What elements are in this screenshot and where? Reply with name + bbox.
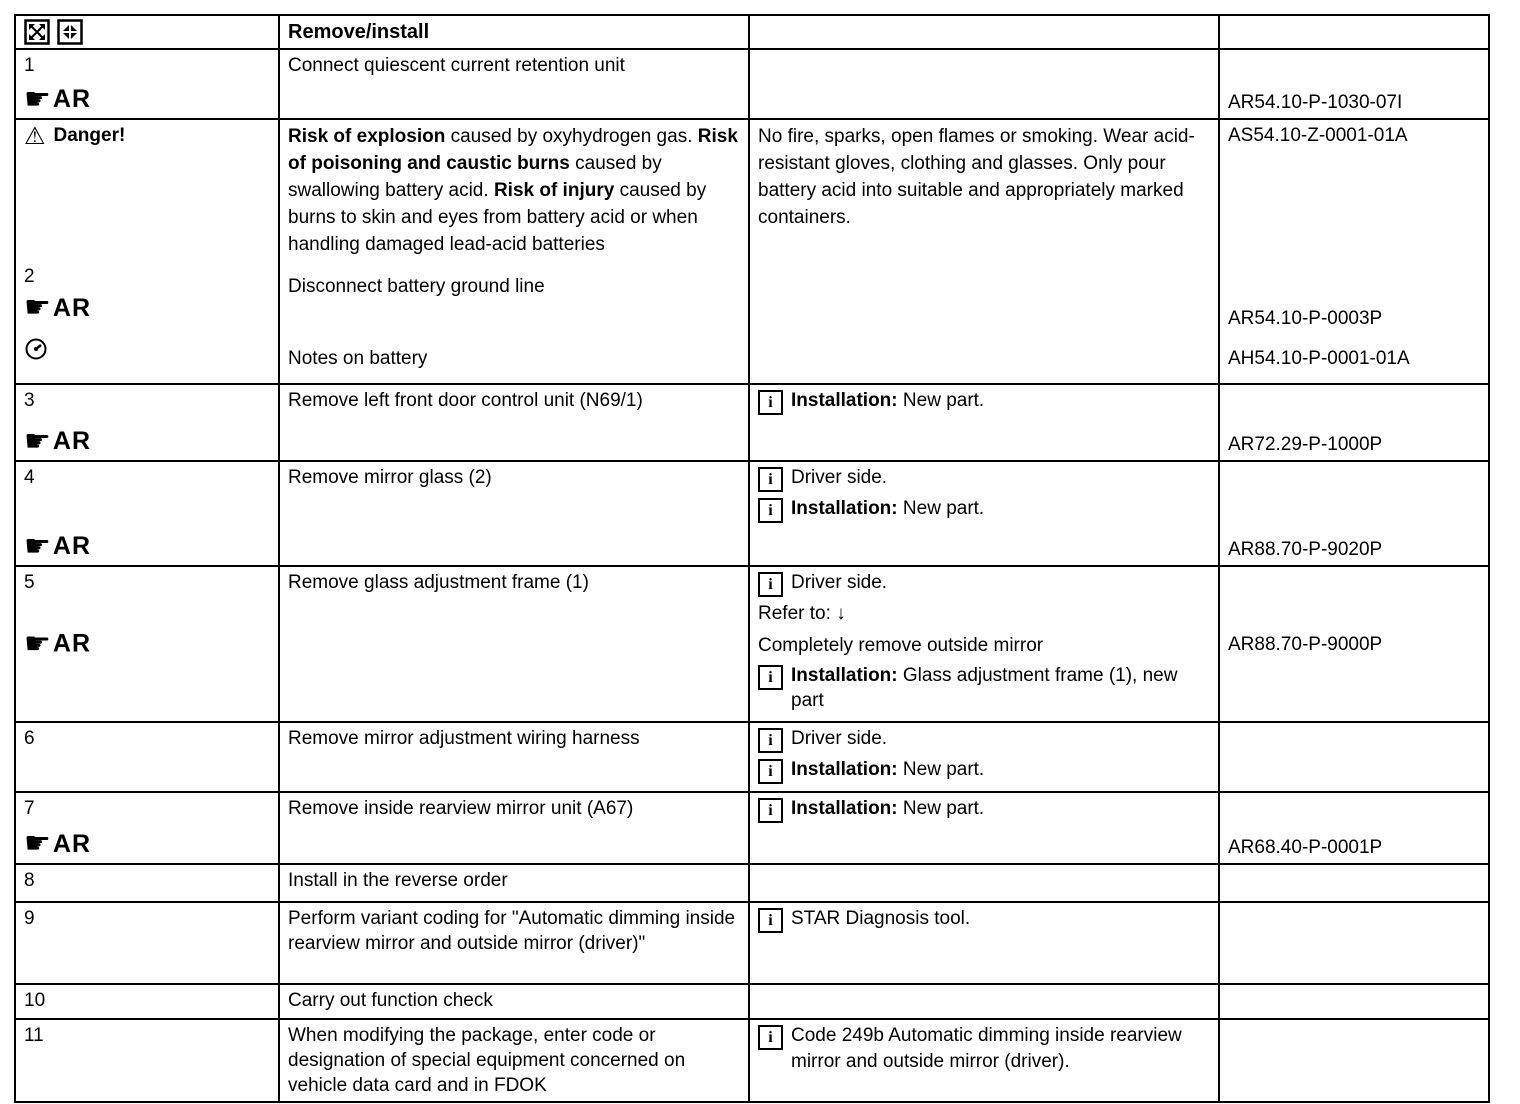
doc-reference: AS54.10-Z-0001-01A	[1228, 125, 1408, 147]
note-line: i STAR Diagnosis tool.	[758, 906, 1210, 933]
step-cell	[15, 461, 279, 566]
ar-label: AR	[52, 293, 92, 322]
note-line: i Driver side.	[758, 465, 1210, 492]
action-text: Perform variant coding for "Automatic dimming inside rearview mirror and outside mirror (driver)"	[288, 907, 736, 955]
doc-reference: AR68.40-P-0001P	[1228, 836, 1383, 858]
pointing-hand-icon: ☛	[24, 423, 51, 459]
note-line: i Installation: New part.	[758, 796, 1210, 823]
expand-table-icon[interactable]	[24, 19, 50, 45]
notes-cell	[749, 722, 1219, 792]
info-icon: i	[758, 467, 783, 492]
empty-cell	[1219, 722, 1489, 792]
header-icons-cell	[15, 15, 279, 49]
table-row	[15, 864, 1489, 902]
step-number: 3	[24, 390, 35, 412]
step-number: 11	[24, 1024, 44, 1046]
step-number: 8	[24, 869, 35, 891]
note-line: i Installation: New part.	[758, 757, 1210, 784]
info-icon: i	[758, 572, 783, 597]
action-text: Install in the reverse order	[288, 869, 508, 891]
note-line: i Installation: Glass adjustment frame (1), new part	[758, 663, 1210, 714]
procedure-table	[14, 14, 1490, 1103]
work-note-icon	[24, 337, 270, 368]
note-action-text: Notes on battery	[288, 348, 428, 370]
pointing-hand-icon: ☛	[24, 290, 51, 326]
action-text: Disconnect battery ground line	[288, 276, 545, 298]
action-text: Remove left front door control unit (N69/1)	[288, 390, 643, 412]
empty-cell	[1219, 15, 1489, 49]
note-line: i Driver side.	[758, 570, 1210, 597]
notes-cell	[749, 792, 1219, 864]
table-row	[15, 722, 1489, 792]
step-cell	[15, 566, 279, 722]
pointing-hand-icon: ☛	[24, 81, 51, 117]
table-row	[15, 902, 1489, 984]
table-row	[15, 566, 1489, 722]
action-text: Remove inside rearview mirror unit (A67)	[288, 797, 634, 819]
pointing-hand-icon: ☛	[24, 826, 51, 862]
precaution-text: No fire, sparks, open flames or smoking. Wear acid-resistant gloves, clothing and glasses. Only pour battery acid into suitable and appropriately marked containers.	[758, 126, 1195, 229]
ar-label: AR	[52, 829, 92, 858]
action-text: Carry out function check	[288, 989, 493, 1011]
step-cell	[15, 1019, 279, 1102]
pointing-hand-icon: ☛	[24, 528, 51, 564]
empty-cell	[1219, 902, 1489, 984]
ar-document-link[interactable]	[24, 425, 91, 458]
step-number: 9	[24, 907, 35, 929]
doc-reference: AH54.10-P-0001-01A	[1228, 347, 1410, 369]
step-cell	[15, 792, 279, 864]
step-number: 7	[24, 797, 35, 819]
danger-action-cell	[279, 119, 749, 384]
info-icon: i	[758, 390, 783, 415]
action-text: Remove mirror adjustment wiring harness	[288, 727, 640, 749]
action-text: Remove mirror glass (2)	[288, 467, 492, 489]
cross-reference-link[interactable]: Completely remove outside mirror	[758, 635, 1044, 657]
step-number: 2	[24, 266, 35, 288]
table-row	[15, 49, 1489, 119]
table-row	[15, 984, 1489, 1019]
step-cell	[15, 722, 279, 792]
step-number: 6	[24, 727, 35, 749]
precaution-cell	[749, 119, 1219, 384]
notes-cell	[749, 566, 1219, 722]
doc-reference: AR54.10-P-0003P	[1228, 308, 1383, 330]
table-row	[15, 461, 1489, 566]
doc-reference: AR72.29-P-1000P	[1228, 434, 1383, 456]
ar-label: AR	[52, 427, 92, 456]
doc-reference: AR88.70-P-9000P	[1228, 633, 1383, 655]
empty-cell	[749, 984, 1219, 1019]
refer-to-line: Refer to: ↓	[758, 603, 846, 625]
danger-step-cell	[15, 119, 279, 384]
action-text: When modifying the package, enter code or designation of special equipment concerned on vehicle data card and in FDOK	[288, 1024, 686, 1097]
note-line: i Code 249b Automatic dimming inside rearview mirror and outside mirror (driver).	[758, 1023, 1210, 1074]
notes-cell	[749, 461, 1219, 566]
step-cell	[15, 902, 279, 984]
table-row	[15, 1019, 1489, 1102]
info-icon: i	[758, 908, 783, 933]
warning-triangle-icon: ⚠	[24, 121, 46, 150]
danger-label: ⚠ Danger!	[24, 121, 126, 150]
ar-document-link[interactable]	[24, 292, 91, 325]
table-row	[15, 792, 1489, 864]
empty-cell	[1219, 864, 1489, 902]
info-icon: i	[758, 798, 783, 823]
doc-reference: AR88.70-P-9020P	[1228, 539, 1383, 561]
note-line: i Installation: New part.	[758, 388, 1210, 415]
info-icon: i	[758, 665, 783, 690]
empty-cell	[749, 864, 1219, 902]
empty-cell	[749, 15, 1219, 49]
empty-cell	[749, 49, 1219, 119]
step-cell	[15, 984, 279, 1019]
note-line: i Installation: New part.	[758, 496, 1210, 523]
step-cell	[15, 384, 279, 461]
column-title: Remove/install	[288, 21, 430, 43]
info-icon: i	[758, 1025, 783, 1050]
danger-and-step2-row	[15, 119, 1489, 384]
ar-label: AR	[52, 532, 92, 561]
step-number: 1	[24, 55, 35, 77]
ar-document-link[interactable]	[24, 628, 91, 661]
info-icon: i	[758, 498, 783, 523]
doc-reference: AR54.10-P-1030-07I	[1228, 92, 1403, 114]
notes-cell	[749, 902, 1219, 984]
collapse-table-icon[interactable]	[57, 19, 83, 45]
pointing-hand-icon: ☛	[24, 626, 51, 662]
action-text: Remove glass adjustment frame (1)	[288, 572, 589, 594]
risk-statement: Risk of explosion caused by oxyhydrogen gas. Risk of poisoning and caustic burns caused by swallowing battery acid. Risk of injury caused by burns to skin and eyes from battery acid or when handling damaged lead-acid batteries	[288, 126, 738, 256]
step-number: 5	[24, 572, 35, 594]
step-number: 10	[24, 989, 46, 1011]
ar-document-link[interactable]	[24, 83, 91, 116]
doc-cell	[1219, 119, 1489, 384]
ar-document-link[interactable]	[24, 530, 91, 563]
step-cell	[15, 49, 279, 119]
ar-document-link[interactable]	[24, 828, 91, 861]
info-icon: i	[758, 728, 783, 753]
note-line: i Driver side.	[758, 726, 1210, 753]
step-number: 4	[24, 467, 35, 489]
ar-label: AR	[52, 629, 92, 658]
notes-cell	[749, 1019, 1219, 1102]
ar-label: AR	[52, 85, 92, 114]
info-icon: i	[758, 759, 783, 784]
notes-cell	[749, 384, 1219, 461]
empty-cell	[1219, 1019, 1489, 1102]
action-text: Connect quiescent current retention unit	[288, 55, 625, 77]
header-row	[15, 15, 1489, 49]
table-row	[15, 384, 1489, 461]
step-cell	[15, 864, 279, 902]
empty-cell	[1219, 984, 1489, 1019]
